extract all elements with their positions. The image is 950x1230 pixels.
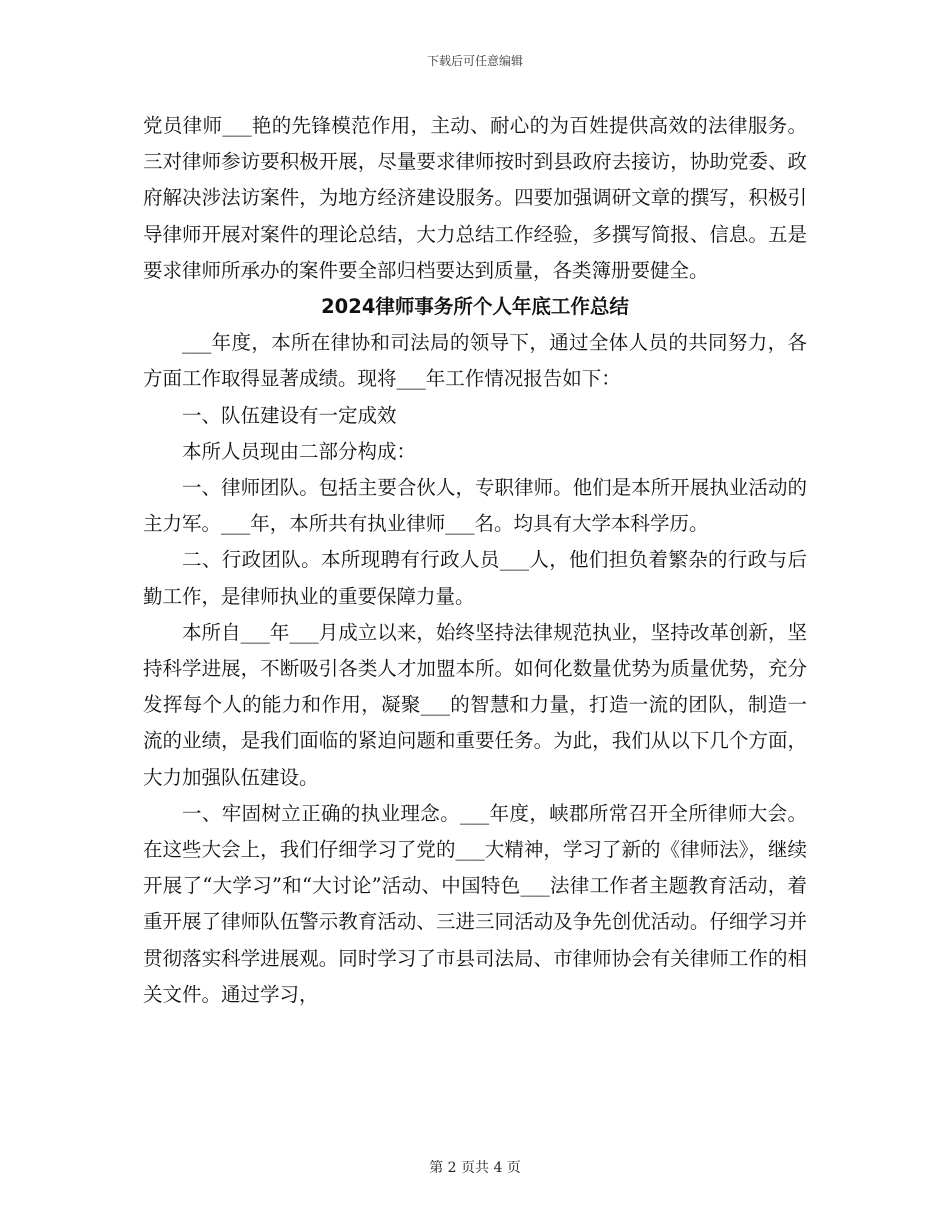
- document-body: [143, 108, 807, 1013]
- paragraph-admin-team: 二、行政团队。本所现聘有行政人员___人，他们担负着繁杂的行政与后勤工作，是律师执业的重要保障力量。: [143, 548, 807, 608]
- paragraph-composition: 本所人员现由二部分构成：: [182, 439, 417, 463]
- paragraph-practice-philosophy: 一、牢固树立正确的执业理念。___年度，峡郡所常召开全所律师大会。在这些大会上，我们仔细学习了党的___大精神，学习了新的《律师法》，继续开展了“大学习”和“大讨论”活动、中国特色___法律工作者主题教育活动，着重开展了律师队伍警示教育活动、三进三同活动及争先创优活动。仔细学习并贯彻落实科学进展观。同时学习了市县司法局、市律师协会有关律师工作的相关文件。通过学习，: [143, 801, 807, 1006]
- section-title: 2024律师事务所个人年底工作总结: [321, 295, 629, 319]
- page-footer: 第 2 页共 4 页: [429, 1160, 521, 1176]
- paragraph-since-founding: 本所自___年___月成立以来，始终坚持法律规范执业，坚持改革创新，坚持科学进展，不断吸引各类人才加盟本所。如何化数量优势为质量优势，充分发挥每个人的能力和作用，凝聚___的智慧和力量，打造一流的团队，制造一流的业绩，是我们面临的紧迫问题和重要任务。为此，我们从以下几个方面，大力加强队伍建设。: [143, 620, 807, 789]
- paragraph-lawyer-team: 一、律师团队。包括主要合伙人，专职律师。他们是本所开展执业活动的主力军。___年，本所共有执业律师___名。均具有大学本科学历。: [143, 476, 807, 536]
- heading-team-building: 一、队伍建设有一定成效: [182, 403, 397, 427]
- paragraph-continuation: 党员律师___艳的先锋模范作用，主动、耐心的为百姓提供高效的法律服务。三对律师参访要积极开展，尽量要求律师按时到县政府去接访，协助党委、政府解决涉法访案件，为地方经济建设服务。四要加强调研文章的撰写，积极引导律师开展对案件的理论总结，大力总结工作经验，多撰写简报、信息。五是要求律师所承办的案件要全部归档要达到质量，各类簿册要健全。: [143, 114, 807, 282]
- page-header: 下载后可任意编辑: [426, 54, 523, 68]
- paragraph-intro: ___年度，本所在律协和司法局的领导下，通过全体人员的共同努力，各方面工作取得显著成绩。现将___年工作情况报告如下：: [143, 331, 807, 391]
